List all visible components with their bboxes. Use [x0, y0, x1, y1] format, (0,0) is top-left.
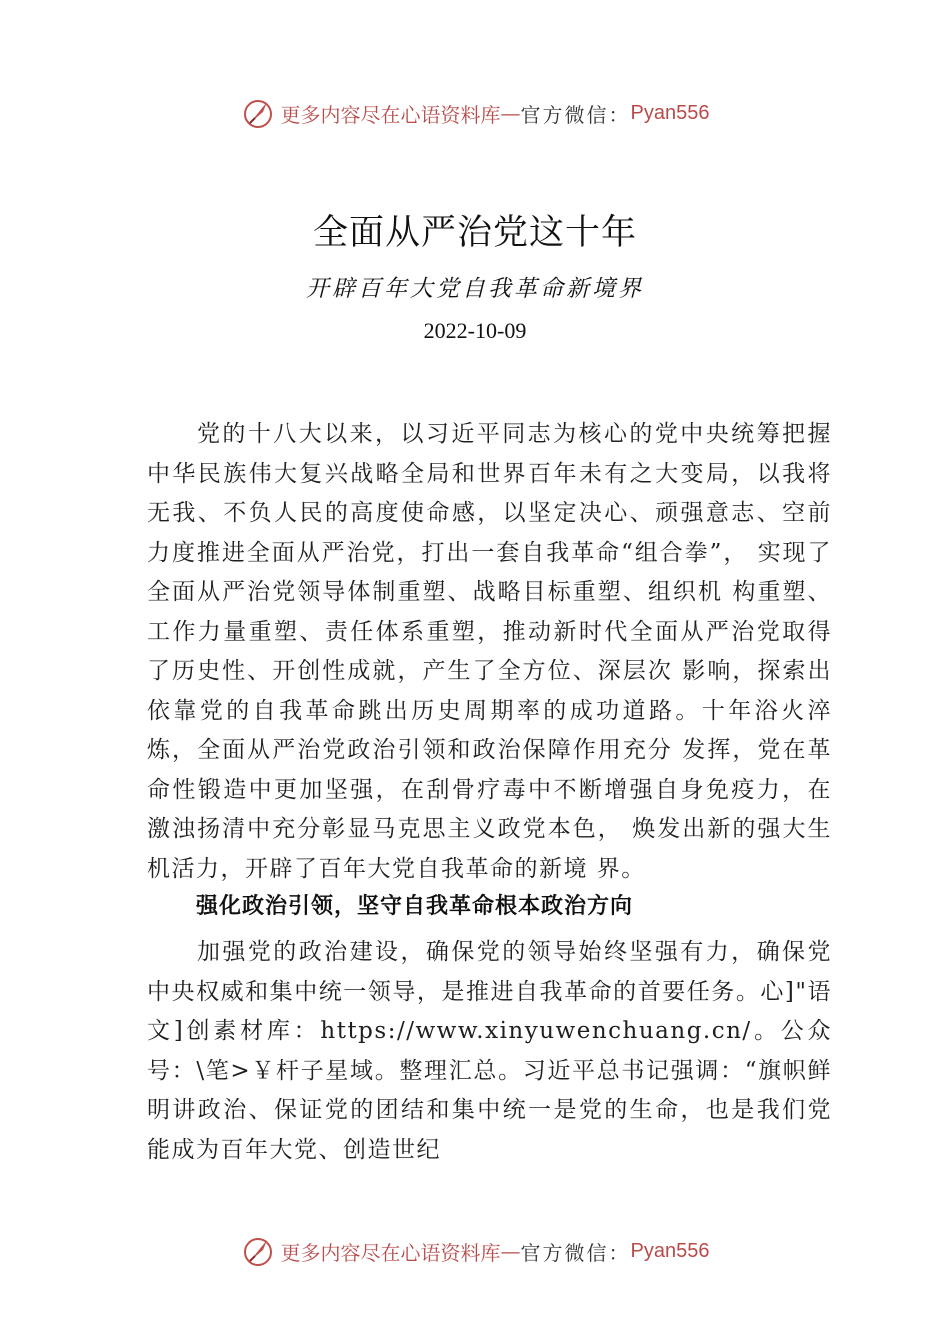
- document-date: 2022-10-09: [423, 318, 527, 343]
- banner-separator: —: [500, 1239, 521, 1263]
- paragraph-1-text: 党的十八大以来，以习近平同志为核心的党中央统筹把握中华民族伟大复兴战略全局和世界百年未有之大变局，以我将无我、不负人民的高度使命感，以坚定决心、顽强意志、空前力度推进全面从严治党，打出一套自我革命“组合拳”， 实现了全面从严治党领导体制重塑、战略目标重塑、组织机 构重塑、工作力量重塑、责任体系重塑，推动新时代全面从严治党取得了历史性、开创性成就，产生了全方位、深层次 影响，探索出依靠党的自我革命跳出历史周期率的成功道路。十年浴火淬炼，全面从严治党政治引领和政治保障作用充分 发挥，党在革命性锻造中更加坚强，在刮骨疗毒中不断增强自身免疫力，在激浊扬清中充分彰显马克思主义政党本色， 焕发出新的强大生机活力，开辟了百年大党自我革命的新境 界。: [147, 421, 832, 882]
- banner-text: 更多内容尽在心语资料库: [280, 1240, 501, 1265]
- paragraph-2-text: 加强党的政治建设，确保党的领导始终坚强有力，确保党中央权威和集中统一领导，是推进自我革命的首要任务。心]"语文]创素材库：https://www.xinyuwenchuang.cn/。公众号：\笔>￥杆子星域。整理汇总。习近平总书记强调：“旗帜鲜明讲政治、保证党的团结和集中统一是党的生命，也是我们党能成为百年大党、创造世纪: [147, 939, 832, 1163]
- document-subtitle: 开辟百年大党自我革命新境界: [306, 276, 644, 302]
- banner-separator: —: [500, 101, 521, 125]
- banner-wechat-label: 官方微信：: [520, 102, 631, 127]
- banner-wechat-id: Pyan556: [630, 101, 710, 124]
- paragraph-2: [147, 933, 832, 1170]
- header-banner: [0, 96, 950, 130]
- footer-banner: [0, 1234, 950, 1268]
- document-title: 全面从严治党这十年: [312, 213, 637, 253]
- banner-text: 更多内容尽在心语资料库: [280, 102, 501, 127]
- quill-logo-icon: [241, 1234, 275, 1268]
- section-heading: 强化政治引领，坚守自我革命根本政治方向: [196, 894, 634, 919]
- quill-logo-icon: [241, 96, 275, 130]
- banner-wechat-id: Pyan556: [630, 1239, 710, 1262]
- paragraph-1: [147, 415, 832, 889]
- banner-wechat-label: 官方微信：: [520, 1240, 631, 1265]
